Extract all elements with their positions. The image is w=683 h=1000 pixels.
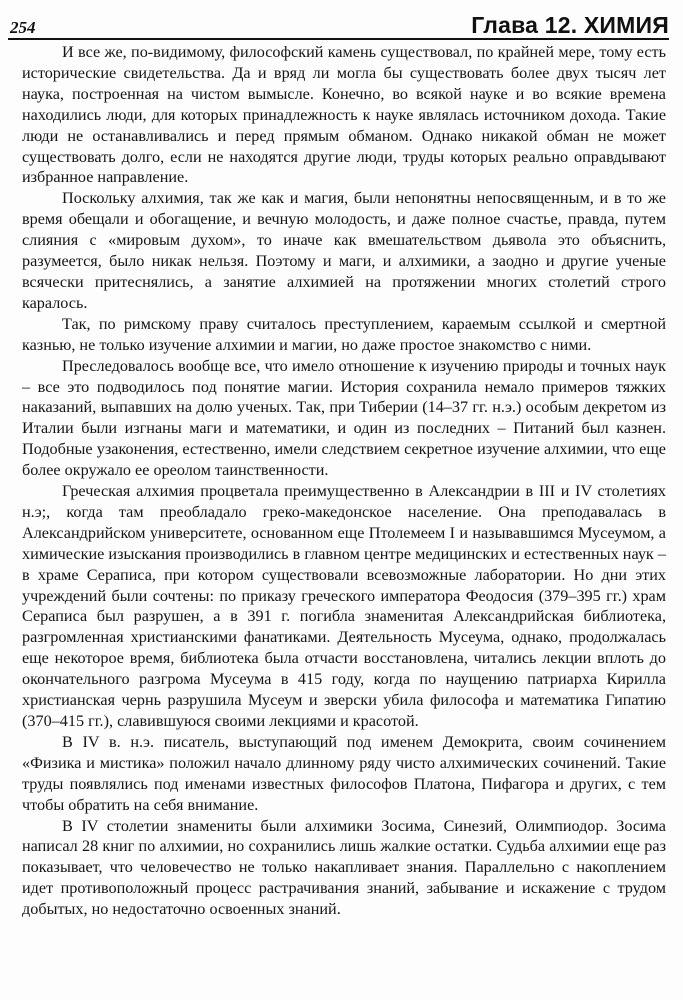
paragraph: И все же, по-видимому, философский камень существовал, по крайней мере, тому есть исторические свидетельства. Да и вряд ли могла бы существовать более двух тысяч лет наука, построенная на чистом вымысле. Конечно, во всякой науке и во всякие времена находились люди, для которых принадлежность к науке являлась источником дохода. Такие люди не останавливались и перед прямым обманом. Однако никакой обман не может существовать долго, если не находятся другие люди, труды которых реально оправдывают избранное направление.	[22, 43, 666, 187]
running-header	[8, 6, 669, 38]
paragraph: В IV столетии знамениты были алхимики Зосима, Синезий, Олимпиодор. Зосима написал 28 книг по алхимии, но сохранились лишь жалкие остатки. Судьба алхимии еще раз показывает, что человечество не только накапливает знания. Параллельно с накоплением идет противоположный процесс растрачивания знаний, забывание и искажение с трудом добытых, но недостаточно освоенных знаний.	[22, 816, 666, 919]
paragraph: В IV в. н.э. писатель, выступающий под именем Демокрита, своим сочинением «Физика и мистика» положил начало длинному ряду чисто алхимических сочинений. Такие труды появлялись под именами известных философов Платона, Пифагора и других, с тем чтобы обратить на себя внимание.	[22, 732, 666, 814]
header-rule	[8, 38, 669, 40]
paragraph: Греческая алхимия процветала преимущественно в Александрии в III и IV столетиях н.э;, когда там преобладало греко-македонское население. Она преподавалась в Александрийском университете, основанном еще Птолемеем I и называвшимся Мусеумом, а химические изыскания производились в главном центре медицинских и естественных наук – в храме Сераписа, при котором существовали всевозможные лаборатории. Но дни этих учреждений были сочтены: по приказу греческого императора Феодосия (379–395 гг.) храм Сераписа был разрушен, а в 391 г. погибла знаменитая Александрийская библиотека, разгромленная христианскими фанатиками. Деятельность Мусеума, однако, продолжалась еще некоторое время, библиотека была отчасти восстановлена, читались лекции вплоть до окончательного разгрома Мусеума в 415 году, когда по наущению патриарха Кирилла христианская чернь разрушила Мусеум и зверски убила философа и математика Гипатию (370–415 гг.), славившуюся своими лекциями и красотой.	[22, 482, 666, 730]
body-text	[22, 42, 666, 920]
page-number: 254	[10, 18, 36, 37]
paragraph: Поскольку алхимия, так же как и магия, были непонятны непосвященным, и в то же время обещали и обогащение, и вечную молодость, и даже полное счастье, правда, путем слияния с «мировым духом», то иначе как вмешательством дьявола это объяснить, разумеется, было никак нельзя. Поэтому и маги, и алхимики, а заодно и другие ученые всячески притеснялись, а занятие алхимией на протяжении многих столетий строго каралось.	[22, 189, 666, 312]
chapter-title: Глава 12. ХИМИЯ	[471, 12, 669, 38]
paragraph: Преследовалось вообще все, что имело отношение к изучению природы и точных наук – все это подводилось под понятие магии. История сохранила немало примеров тяжких наказаний, выпавших на долю ученых. Так, при Тиберии (14–37 гг. н.э.) особым декретом из Италии были изгнаны маги и математики, и один из последних – Питаний был казнен. Подобные узаконения, естественно, имели следствием секретное изучение алхимии, что еще более окружало ее ореолом таинственности.	[22, 356, 666, 480]
paragraph: Так, по римскому праву считалось преступлением, караемым ссылкой и смертной казнью, не только изучение алхимии и магии, но даже простое знакомство с ними.	[22, 314, 666, 354]
